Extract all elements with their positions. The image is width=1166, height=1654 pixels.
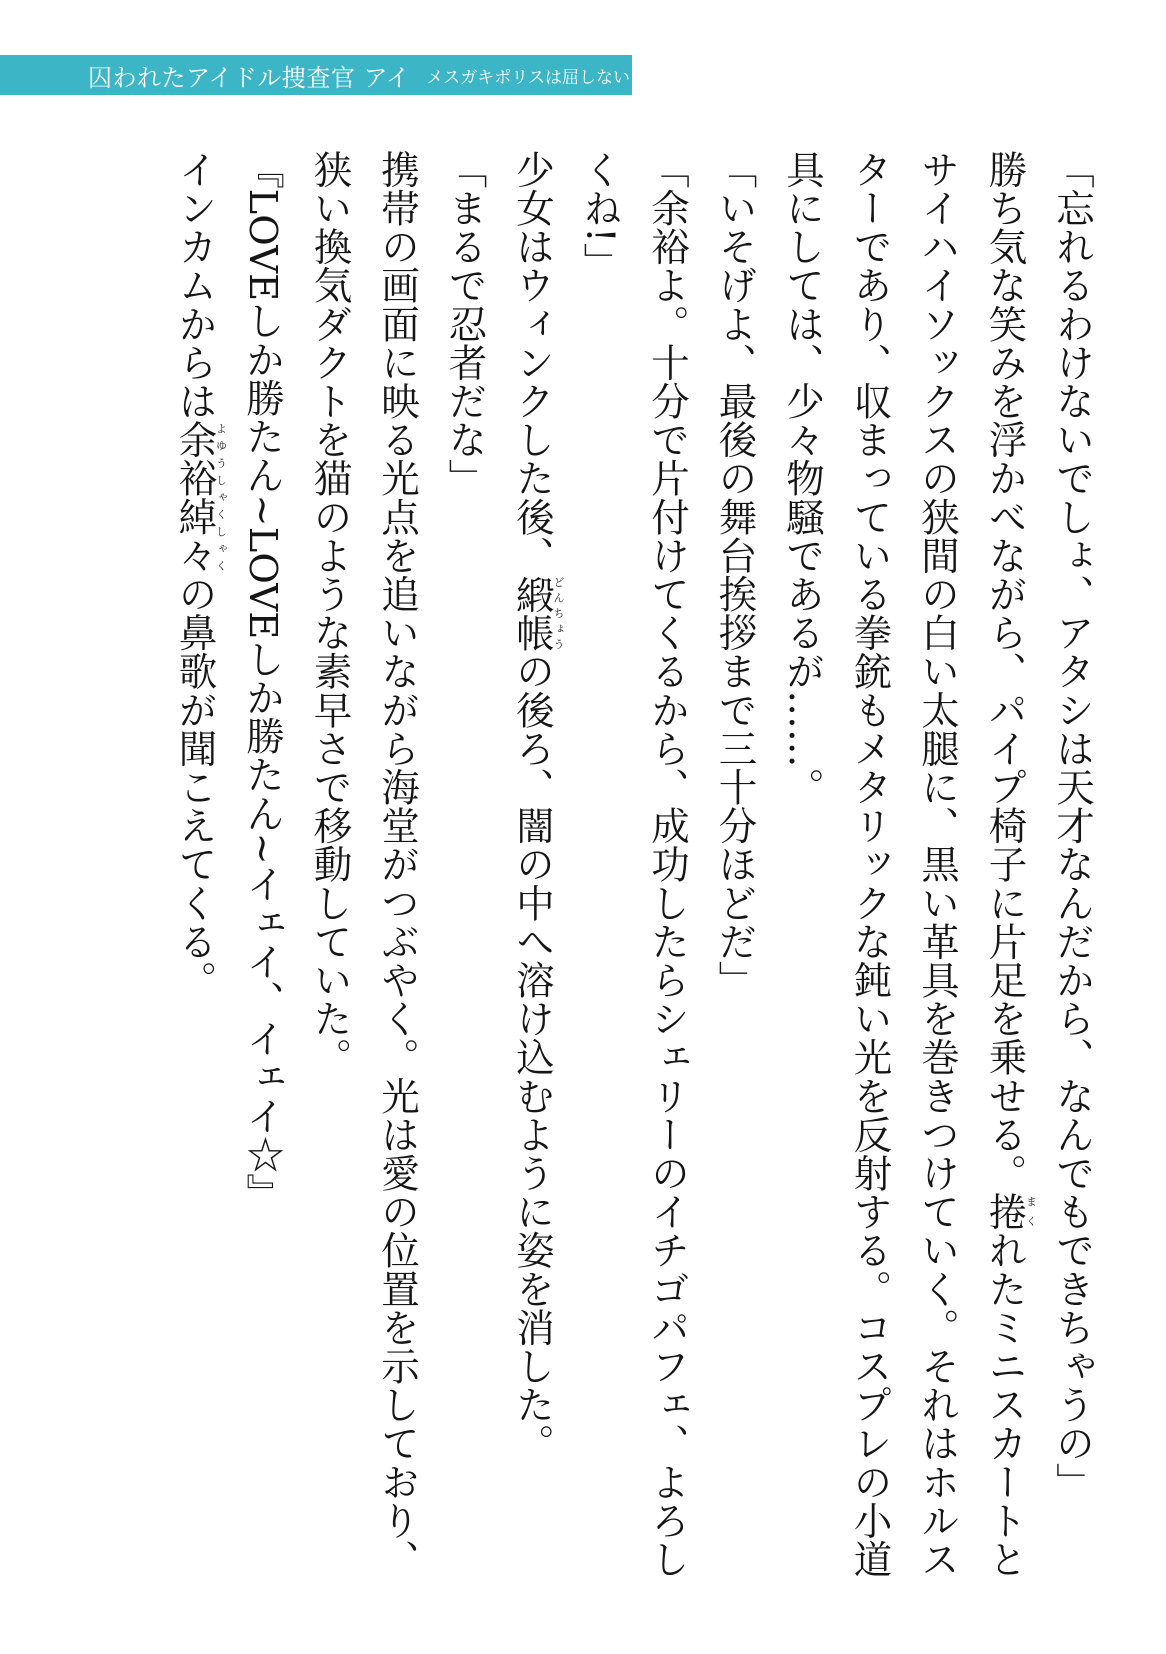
ruby-base: 緞帳 xyxy=(510,574,555,652)
paragraph xyxy=(499,150,567,1600)
book-subtitle: メスガキポリスは屈しない! xyxy=(426,67,637,88)
paragraph: 「いそげよ、最後の舞台挨拶まで三十分ほどだ」 xyxy=(712,150,758,1000)
paragraph: 「余裕よ。十分で片付けてくるから、成功したらシェリーのイチゴパフェ、よろしくね!」 xyxy=(577,150,690,1579)
paragraph: 「まるで忍者だな」 xyxy=(442,150,488,498)
vertical-body-text xyxy=(161,150,1106,1600)
text-run: インカムからは xyxy=(172,150,218,421)
paragraph: 「忘れるわけないでしょ、アタシは天才なんだから、なんでもできちゃうの」 xyxy=(1050,150,1095,1501)
text-run: 勝ち気な笑みを浮かべながら、パイプ椅子に片足を乗せる。 xyxy=(982,150,1028,1193)
ruby-base: 余裕綽々 xyxy=(172,420,218,575)
ruby-reading: よゆうしゃくしゃく xyxy=(214,420,228,575)
ruby-base: 捲 xyxy=(982,1192,1028,1231)
furigana xyxy=(982,1192,1038,1231)
text-run: の鼻歌が聞こえてくる。 xyxy=(172,574,218,1000)
text-run: の後ろ、闇の中へ溶け込むように姿を消した。 xyxy=(510,651,555,1463)
paragraph: 『LOVEしか勝たん~LOVEしか勝たん~イェイ、イェイ☆』 xyxy=(240,150,285,1213)
paragraph: 携帯の画面に映る光点を追いながら海堂がつぶやく。光は愛の位置を示しており、狭い換気ダクトを猫のような素早さで移動していた。 xyxy=(307,150,420,1579)
paragraph xyxy=(769,150,1039,1600)
book-title: 囚われたアイドル捜査官 アイ xyxy=(88,63,411,92)
text-run: れたミニスカートとサイハイソックスの狭間の白い太腿に、黒い革具を巻きつけていく。それはホルスターであり、収まっている拳銃もメタリックな鈍い光を反射する。コスプレの小道具にしては、少々物騒であるが……。 xyxy=(780,150,1028,1579)
running-header xyxy=(0,55,637,95)
furigana xyxy=(172,420,228,575)
furigana xyxy=(510,574,565,652)
ruby-reading: まく xyxy=(1024,1192,1038,1231)
ruby-reading: どんちょう xyxy=(552,574,565,652)
paragraph xyxy=(161,150,229,1600)
text-run: 少女はウィンクした後、 xyxy=(510,150,555,575)
